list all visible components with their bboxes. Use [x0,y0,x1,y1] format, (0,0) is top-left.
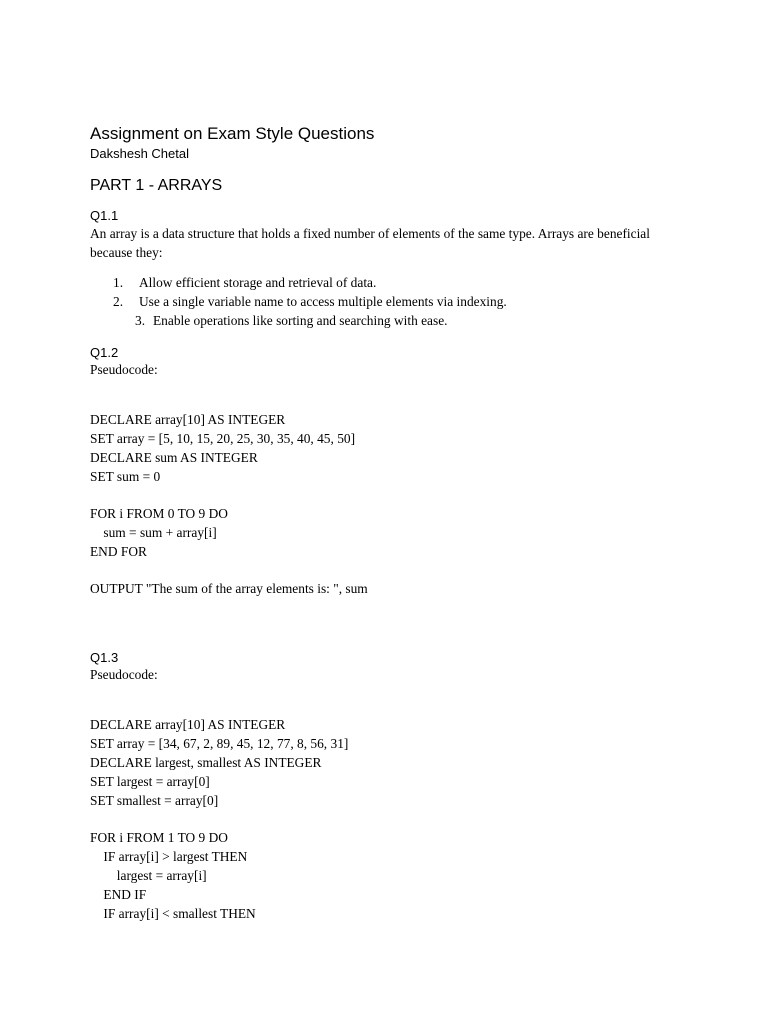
code-line: SET smallest = array[0] [90,793,219,808]
question-paragraph: An array is a data structure that holds a fixed number of elements of the same type. Arrays are beneficial because they: [90,226,650,260]
code-line: SET largest = array[0] [90,774,210,789]
code-line: sum = sum + array[i] [90,525,217,540]
code-line: FOR i FROM 0 TO 9 DO [90,506,228,521]
code-line: DECLARE largest, smallest AS INTEGER [90,755,322,770]
code-line: OUTPUT "The sum of the array elements is: ", sum [90,581,368,596]
code-line: END IF [90,887,147,902]
part-heading: PART 1 - ARRAYS [90,177,223,194]
list-item: Allow efficient storage and retrieval of data. [139,275,377,290]
code-line: SET array = [5, 10, 15, 20, 25, 30, 35, 40, 45, 50] [90,431,356,446]
code-line: END FOR [90,544,147,559]
code-line: IF array[i] < smallest THEN [90,906,256,921]
question-label-q1-1: Q1.1 [90,208,119,223]
code-line: IF array[i] > largest THEN [90,849,248,864]
code-line: FOR i FROM 1 TO 9 DO [90,830,228,845]
code-line: SET sum = 0 [90,469,161,484]
code-line: largest = array[i] [90,868,207,883]
question-label-q1-2: Q1.2 [90,345,119,360]
code-line: DECLARE array[10] AS INTEGER [90,717,286,732]
document-title: Assignment on Exam Style Questions [90,124,375,143]
list-number: 2. [113,294,124,309]
list-item: Enable operations like sorting and searching with ease. [153,313,448,328]
question-label-q1-3: Q1.3 [90,650,119,665]
pseudocode-label: Pseudocode: [90,362,158,377]
pseudocode-label: Pseudocode: [90,667,158,682]
code-line: DECLARE sum AS INTEGER [90,450,258,465]
code-line: SET array = [34, 67, 2, 89, 45, 12, 77, 8, 56, 31] [90,736,349,751]
document-author: Dakshesh Chetal [90,146,189,161]
list-number: 1. [113,275,124,290]
list-number: 3. [135,313,146,328]
list-item: Use a single variable name to access multiple elements via indexing. [139,294,507,309]
code-line: DECLARE array[10] AS INTEGER [90,412,286,427]
